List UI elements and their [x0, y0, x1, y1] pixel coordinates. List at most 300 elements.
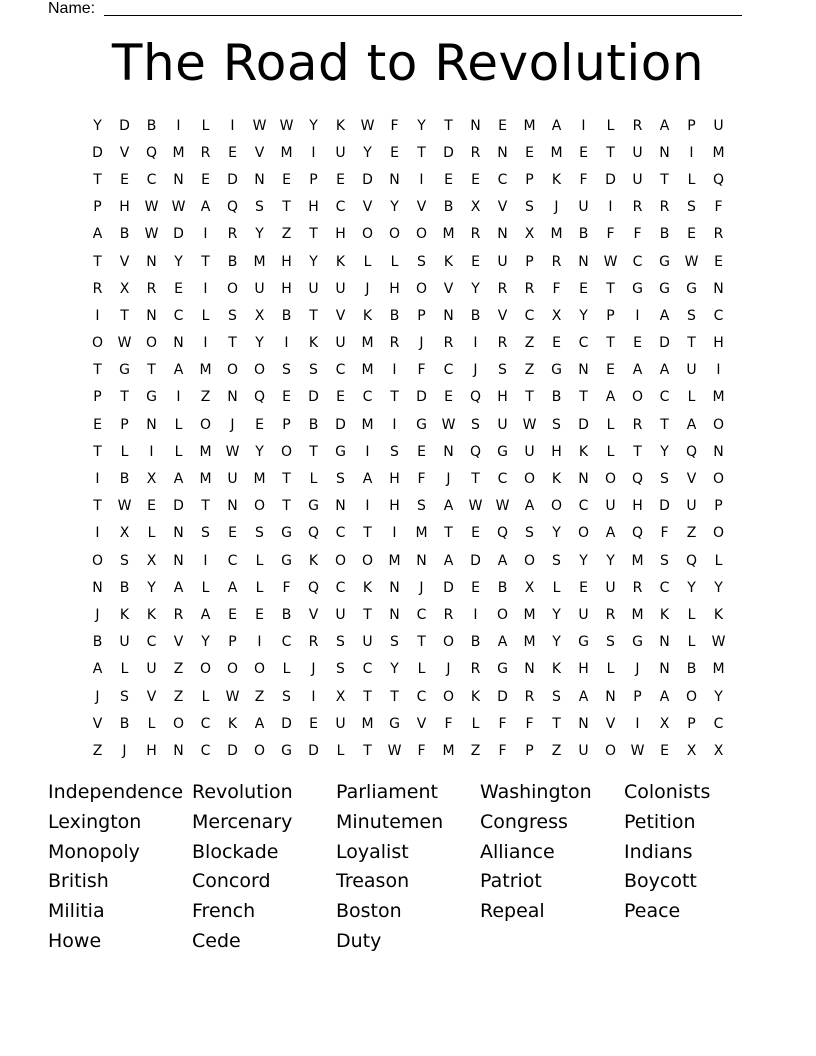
grid-letter: U — [119, 634, 130, 651]
grid-letter: H — [119, 199, 130, 216]
grid-letter: O — [199, 661, 212, 678]
grid-letter: L — [120, 661, 129, 678]
grid-letter: S — [417, 253, 426, 270]
word-bank-item: Alliance — [480, 840, 555, 863]
grid-letter: T — [444, 525, 453, 542]
grid-letter: N — [173, 335, 184, 352]
grid-letter: M — [199, 471, 212, 488]
grid-letter: A — [254, 715, 265, 732]
grid-letter: R — [605, 606, 616, 623]
grid-letter: L — [687, 389, 696, 406]
grid-letter: T — [120, 307, 129, 324]
grid-letter: Q — [631, 525, 644, 542]
grid-letter: C — [173, 307, 184, 324]
grid-letter: W — [522, 416, 537, 433]
grid-letter: I — [365, 498, 370, 515]
grid-letter: G — [497, 443, 508, 460]
grid-letter: E — [93, 416, 102, 433]
grid-letter: O — [361, 226, 374, 243]
word-bank-item: Monopoly — [48, 840, 140, 863]
grid-letter: P — [93, 199, 102, 216]
grid-letter: J — [446, 661, 451, 678]
grid-letter: N — [146, 416, 157, 433]
grid-letter: Z — [92, 742, 103, 759]
grid-letter: I — [581, 117, 586, 134]
grid-letter: T — [309, 226, 318, 243]
grid-letter: C — [362, 389, 373, 406]
grid-letter: R — [443, 335, 454, 352]
grid-letter: Y — [363, 144, 372, 161]
grid-letter: N — [578, 471, 589, 488]
grid-letter: O — [361, 552, 374, 569]
grid-letter: O — [604, 742, 617, 759]
grid-letter: K — [362, 307, 373, 324]
grid-letter: L — [687, 634, 696, 651]
grid-letter: S — [282, 688, 291, 705]
grid-letter: J — [554, 199, 559, 216]
grid-letter: Y — [309, 117, 318, 134]
grid-letter: N — [254, 171, 265, 188]
grid-letter: Q — [469, 389, 482, 406]
grid-letter: S — [498, 362, 507, 379]
grid-letter: A — [173, 579, 184, 596]
grid-letter: W — [387, 742, 402, 759]
grid-letter: T — [201, 253, 210, 270]
grid-letter: X — [551, 307, 562, 324]
grid-letter: U — [686, 498, 697, 515]
word-bank-item: Treason — [336, 870, 410, 893]
grid-letter: T — [471, 471, 480, 488]
grid-letter: Y — [606, 552, 615, 569]
grid-letter: T — [606, 280, 615, 297]
grid-letter: M — [280, 144, 293, 161]
grid-letter: R — [632, 117, 643, 134]
grid-letter: C — [416, 606, 427, 623]
grid-letter: V — [416, 715, 427, 732]
name-label: Name: — [48, 0, 96, 17]
grid-letter: N — [713, 443, 724, 460]
grid-letter: E — [579, 280, 588, 297]
grid-letter: E — [660, 742, 669, 759]
word-bank-item: Boycott — [624, 870, 697, 893]
grid-letter: Q — [631, 471, 644, 488]
grid-letter: Q — [226, 199, 239, 216]
grid-letter: S — [552, 688, 561, 705]
grid-letter: E — [255, 416, 264, 433]
grid-letter: Y — [201, 634, 210, 651]
grid-letter: E — [228, 144, 237, 161]
grid-letter: R — [470, 661, 481, 678]
grid-letter: T — [525, 389, 534, 406]
grid-letter: B — [470, 634, 481, 651]
page-title: The Road to Revolution — [111, 34, 705, 92]
grid-letter: E — [336, 389, 345, 406]
grid-letter: K — [146, 606, 157, 623]
grid-letter: S — [660, 552, 669, 569]
word-bank-item: Revolution — [192, 781, 293, 803]
word-bank-item: Petition — [624, 810, 696, 833]
grid-letter: L — [552, 579, 561, 596]
grid-letter: G — [632, 634, 643, 651]
grid-letter: R — [146, 280, 157, 297]
grid-letter: A — [227, 579, 238, 596]
grid-letter: T — [363, 688, 372, 705]
grid-letter: N — [335, 498, 346, 515]
grid-letter: S — [417, 498, 426, 515]
grid-letter: W — [360, 117, 375, 134]
grid-letter: R — [443, 606, 454, 623]
grid-letter: E — [390, 144, 399, 161]
grid-letter: F — [552, 280, 561, 297]
grid-letter: U — [254, 280, 265, 297]
grid-letter: R — [659, 199, 670, 216]
grid-letter: I — [230, 117, 235, 134]
grid-letter: T — [444, 117, 453, 134]
grid-letter: V — [308, 606, 319, 623]
word-bank-item: Minutemen — [336, 810, 444, 833]
grid-letter: O — [199, 416, 212, 433]
grid-letter: A — [173, 362, 184, 379]
grid-letter: O — [226, 362, 239, 379]
grid-letter: W — [468, 498, 483, 515]
grid-letter: I — [473, 606, 478, 623]
grid-letter: D — [281, 715, 292, 732]
grid-letter: K — [335, 117, 346, 134]
grid-letter: S — [336, 661, 345, 678]
grid-letter: F — [498, 742, 507, 759]
grid-letter: S — [390, 634, 399, 651]
grid-letter: O — [712, 416, 725, 433]
grid-letter: A — [578, 688, 589, 705]
grid-letter: R — [524, 280, 535, 297]
grid-letter: S — [606, 634, 615, 651]
grid-letter: E — [471, 171, 480, 188]
grid-letter: T — [417, 634, 426, 651]
grid-letter: R — [497, 280, 508, 297]
grid-letter: M — [712, 389, 725, 406]
grid-letter: A — [173, 471, 184, 488]
grid-letter: E — [228, 525, 237, 542]
grid-letter: G — [497, 661, 508, 678]
grid-letter: M — [199, 443, 212, 460]
grid-letter: W — [684, 253, 699, 270]
grid-letter: M — [442, 742, 455, 759]
grid-letter: W — [117, 335, 132, 352]
grid-letter: C — [146, 634, 157, 651]
grid-letter: W — [495, 498, 510, 515]
grid-letter: R — [497, 335, 508, 352]
grid-letter: Y — [174, 253, 183, 270]
grid-letter: D — [659, 335, 670, 352]
grid-letter: B — [119, 579, 130, 596]
word-bank-item: Repeal — [480, 900, 545, 923]
grid-letter: O — [253, 742, 266, 759]
grid-letter: M — [523, 634, 536, 651]
grid-letter: O — [685, 688, 698, 705]
grid-letter: A — [686, 416, 697, 433]
grid-letter: G — [389, 715, 400, 732]
word-bank-item: Indians — [624, 840, 693, 863]
grid-letter: T — [633, 443, 642, 460]
grid-letter: K — [119, 606, 130, 623]
word-bank-item: French — [192, 900, 256, 923]
grid-letter: A — [524, 498, 535, 515]
grid-letter: Y — [660, 443, 669, 460]
grid-letter: G — [119, 362, 130, 379]
grid-letter: D — [443, 144, 454, 161]
grid-letter: I — [203, 280, 208, 297]
grid-letter: G — [416, 416, 427, 433]
grid-letter: S — [471, 416, 480, 433]
grid-letter: J — [95, 606, 100, 623]
grid-letter: L — [390, 253, 399, 270]
grid-letter: M — [523, 117, 536, 134]
grid-letter: X — [686, 742, 697, 759]
letter-grid — [84, 112, 732, 765]
grid-letter: F — [390, 117, 399, 134]
grid-letter: F — [282, 579, 291, 596]
grid-letter: B — [308, 416, 319, 433]
grid-letter: I — [635, 715, 640, 732]
grid-letter: L — [714, 552, 723, 569]
grid-letter: N — [497, 226, 508, 243]
grid-letter: E — [525, 144, 534, 161]
grid-letter: M — [172, 144, 185, 161]
grid-letter: G — [308, 498, 319, 515]
grid-letter: U — [632, 144, 643, 161]
grid-letter: U — [605, 498, 616, 515]
grid-letter: L — [201, 307, 210, 324]
grid-letter: U — [335, 144, 346, 161]
grid-letter: S — [120, 688, 129, 705]
grid-letter: D — [659, 498, 670, 515]
grid-letter: D — [92, 144, 103, 161]
grid-letter: T — [93, 498, 102, 515]
grid-letter: Q — [307, 579, 320, 596]
grid-letter: A — [443, 498, 454, 515]
grid-letter: W — [630, 742, 645, 759]
grid-letter: M — [361, 416, 374, 433]
grid-letter: M — [361, 335, 374, 352]
grid-letter: K — [227, 715, 238, 732]
grid-letter: I — [176, 389, 181, 406]
grid-letter: U — [335, 606, 346, 623]
grid-letter: H — [578, 661, 589, 678]
grid-letter: I — [176, 117, 181, 134]
grid-letter: R — [200, 144, 211, 161]
grid-letter: X — [254, 307, 265, 324]
grid-letter: U — [578, 742, 589, 759]
grid-letter: P — [309, 171, 318, 188]
grid-letter: M — [253, 471, 266, 488]
grid-letter: P — [120, 416, 129, 433]
grid-letter: M — [550, 226, 563, 243]
word-bank-item: Cede — [192, 929, 241, 952]
grid-letter: T — [390, 389, 399, 406]
grid-letter: U — [497, 253, 508, 270]
grid-letter: J — [446, 471, 451, 488]
grid-letter: Y — [255, 335, 264, 352]
grid-letter: T — [282, 471, 291, 488]
grid-letter: O — [604, 471, 617, 488]
grid-letter: L — [201, 117, 210, 134]
grid-letter: V — [254, 144, 265, 161]
grid-letter: O — [253, 661, 266, 678]
grid-letter: F — [660, 525, 669, 542]
grid-letter: O — [442, 688, 455, 705]
grid-letter: E — [336, 171, 345, 188]
grid-letter: F — [417, 362, 426, 379]
grid-letter: Z — [551, 742, 562, 759]
grid-letter: N — [578, 715, 589, 732]
grid-letter: A — [200, 199, 211, 216]
grid-letter: I — [365, 443, 370, 460]
grid-letter: C — [416, 688, 427, 705]
grid-letter: N — [389, 579, 400, 596]
grid-letter: A — [659, 688, 670, 705]
grid-letter: I — [95, 525, 100, 542]
grid-letter: O — [334, 552, 347, 569]
grid-letter: I — [203, 226, 208, 243]
grid-letter: K — [713, 606, 724, 623]
word-bank-item: Washington — [480, 781, 592, 803]
grid-letter: Y — [552, 606, 561, 623]
grid-letter: B — [281, 606, 292, 623]
grid-letter: E — [147, 498, 156, 515]
grid-letter: O — [415, 226, 428, 243]
grid-letter: A — [632, 362, 643, 379]
grid-letter: L — [147, 715, 156, 732]
grid-letter: S — [309, 362, 318, 379]
grid-letter: E — [606, 362, 615, 379]
word-bank-item: Patriot — [480, 870, 542, 893]
grid-letter: M — [631, 552, 644, 569]
grid-letter: T — [309, 307, 318, 324]
grid-letter: F — [417, 742, 426, 759]
grid-letter: E — [120, 171, 129, 188]
grid-letter: E — [687, 226, 696, 243]
grid-letter: N — [659, 634, 670, 651]
grid-letter: N — [416, 552, 427, 569]
grid-letter: D — [173, 226, 184, 243]
grid-letter: R — [308, 634, 319, 651]
grid-letter: T — [363, 525, 372, 542]
grid-letter: E — [255, 606, 264, 623]
grid-letter: O — [280, 443, 293, 460]
word-bank-item: British — [48, 870, 109, 893]
grid-letter: X — [524, 579, 535, 596]
grid-letter: J — [473, 362, 478, 379]
grid-letter: X — [713, 742, 724, 759]
grid-letter: Y — [579, 307, 588, 324]
grid-letter: O — [631, 389, 644, 406]
grid-letter: I — [473, 335, 478, 352]
grid-letter: L — [471, 715, 480, 732]
word-bank-item: Concord — [192, 870, 271, 893]
grid-letter: Y — [390, 199, 399, 216]
grid-letter: I — [392, 362, 397, 379]
grid-letter: I — [608, 199, 613, 216]
grid-letter: U — [335, 280, 346, 297]
grid-letter: O — [226, 661, 239, 678]
grid-letter: O — [91, 335, 104, 352]
grid-letter: S — [336, 634, 345, 651]
grid-letter: C — [200, 715, 211, 732]
word-bank-item: Colonists — [624, 781, 711, 803]
grid-letter: U — [497, 416, 508, 433]
grid-letter: Z — [200, 389, 211, 406]
grid-letter: M — [253, 253, 266, 270]
grid-letter: R — [389, 335, 400, 352]
grid-letter: Q — [253, 389, 266, 406]
grid-letter: R — [92, 280, 103, 297]
grid-letter: I — [716, 362, 721, 379]
grid-letter: P — [525, 742, 534, 759]
grid-letter: T — [363, 606, 372, 623]
grid-letter: S — [282, 362, 291, 379]
grid-letter: W — [117, 498, 132, 515]
grid-letter: N — [173, 525, 184, 542]
grid-letter: C — [281, 634, 292, 651]
grid-letter: L — [309, 471, 318, 488]
grid-letter: U — [605, 579, 616, 596]
grid-letter: V — [362, 199, 373, 216]
word-bank-item: Parliament — [336, 781, 438, 803]
word-bank-item: Howe — [48, 929, 102, 952]
grid-letter: L — [606, 416, 615, 433]
grid-letter: X — [524, 226, 535, 243]
grid-letter: M — [523, 606, 536, 623]
grid-letter: U — [713, 117, 724, 134]
grid-letter: G — [659, 253, 670, 270]
grid-letter: T — [687, 335, 696, 352]
grid-letter: B — [659, 226, 670, 243]
grid-letter: Y — [471, 280, 480, 297]
grid-letter: O — [577, 525, 590, 542]
grid-letter: W — [144, 199, 159, 216]
name-write-line — [104, 15, 742, 16]
word-bank-item: Blockade — [192, 840, 279, 863]
grid-letter: S — [687, 307, 696, 324]
grid-letter: B — [119, 715, 130, 732]
grid-letter: G — [632, 280, 643, 297]
grid-letter: P — [633, 688, 642, 705]
grid-letter: V — [335, 307, 346, 324]
grid-letter: U — [227, 471, 238, 488]
grid-letter: K — [578, 443, 589, 460]
grid-letter: Y — [714, 688, 723, 705]
grid-letter: A — [497, 552, 508, 569]
grid-letter: Z — [173, 688, 184, 705]
grid-letter: O — [415, 280, 428, 297]
grid-letter: A — [659, 117, 670, 134]
grid-letter: Q — [712, 171, 725, 188]
grid-letter: L — [147, 525, 156, 542]
grid-letter: L — [120, 443, 129, 460]
grid-letter: L — [687, 606, 696, 623]
grid-letter: I — [311, 144, 316, 161]
grid-letter: W — [225, 688, 240, 705]
word-bank-item: Independence — [48, 781, 184, 803]
grid-letter: B — [227, 253, 238, 270]
grid-letter: J — [419, 335, 424, 352]
grid-letter: E — [444, 171, 453, 188]
grid-letter: B — [470, 307, 481, 324]
grid-letter: S — [525, 525, 534, 542]
grid-letter: T — [552, 715, 561, 732]
grid-letter: X — [470, 199, 481, 216]
grid-letter: I — [257, 634, 262, 651]
